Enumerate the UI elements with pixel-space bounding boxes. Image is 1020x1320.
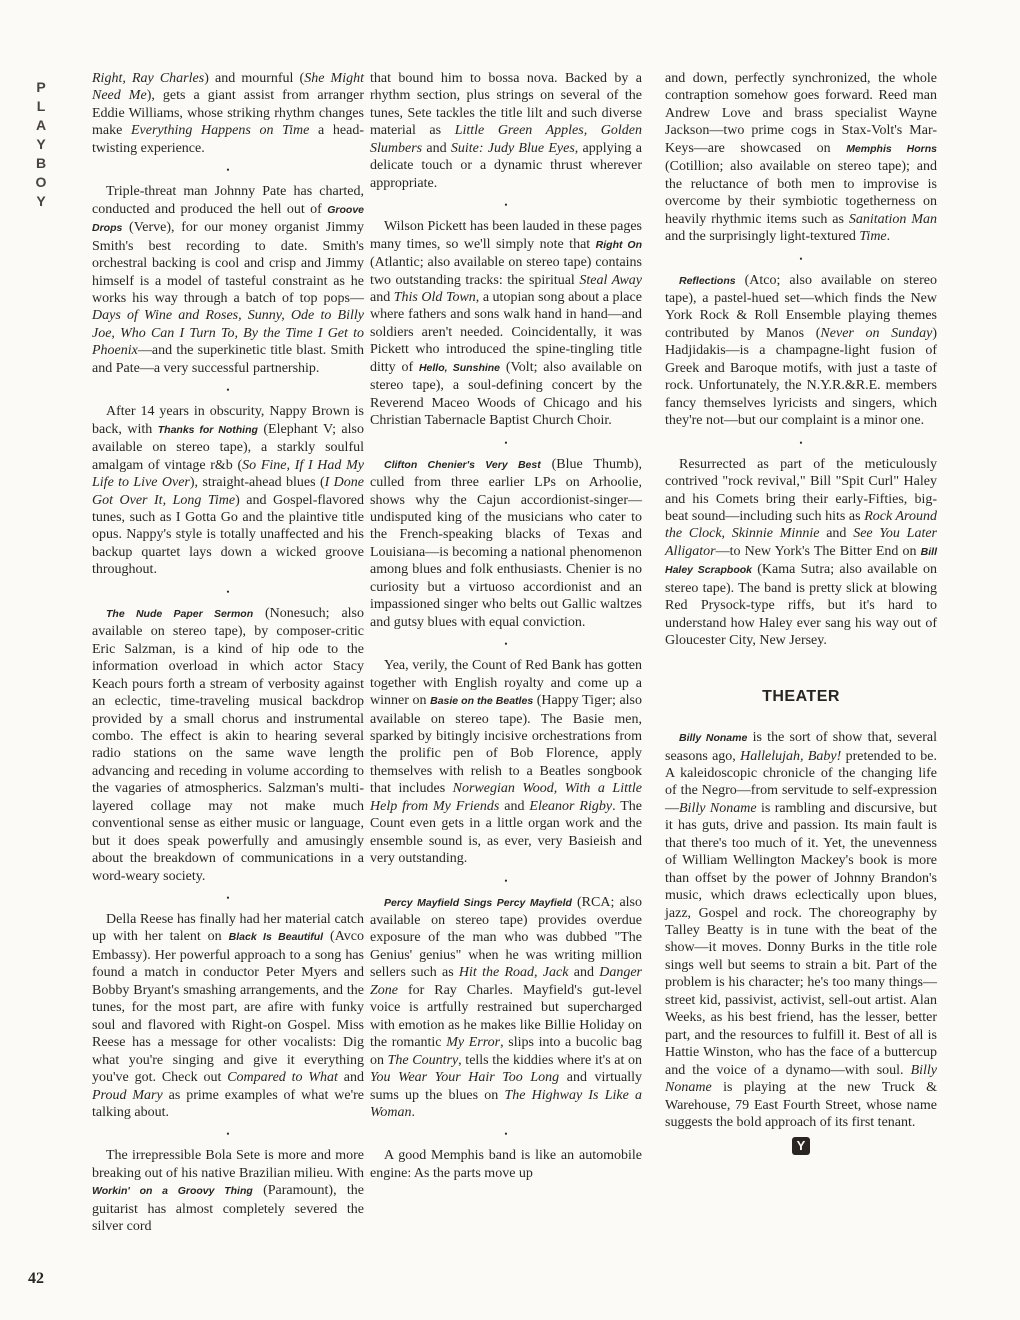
title-italic: Hit the Road, Jack bbox=[458, 965, 569, 981]
title-italic: Right, Ray Charles bbox=[92, 71, 205, 86]
album-title: Basie on the Beatles bbox=[430, 695, 534, 708]
paragraph bbox=[370, 218, 642, 429]
title-italic: Never on Sunday bbox=[820, 325, 933, 341]
body-text: (RCA; also available on stereo tape) provides overdue exposure of the man who was dubbed "The Genius' genius" when he was writing million sellers such as bbox=[370, 894, 642, 981]
body-text: , tells the kiddies where it's at on bbox=[458, 1052, 643, 1068]
paragraph bbox=[92, 183, 364, 377]
separator-bullet: • bbox=[799, 437, 803, 448]
body-text: ), gets a giant assist from arranger Eddie Williams, whose striking rhythm changes make bbox=[92, 88, 364, 139]
paragraph bbox=[370, 894, 642, 1122]
title-italic: Rock Around the Clock, Skinnie Minnie bbox=[665, 508, 937, 542]
body-text: and the surprisingly light-textured bbox=[665, 229, 860, 245]
body-text: (Atlantic; also available on stereo tape) contains two outstanding tracks: the spiritual bbox=[370, 255, 642, 288]
paragraph bbox=[665, 272, 937, 430]
body-text: The irrepressible Bola Sete is more and more breaking out of his native Brazilian milieu. With bbox=[92, 1148, 364, 1181]
title-italic: Billy Noname bbox=[679, 800, 757, 816]
album-title: Black Is Beautiful bbox=[228, 931, 324, 944]
body-text: (Kama Sutra; also available on stereo tape). The band is pretty slick at blowing Red Prysock-type riffs, but it's hard to understand how Haley ever sang his way out of Gloucester City, New Jersey. bbox=[665, 562, 937, 649]
body-text: (Verve), for our money organist Jimmy Smith's best recording to date. Smith's orchestral backing is cool and crisp and Jimmy himself is a model of tasteful constraint as he works his way through a batch of top pops— bbox=[92, 220, 364, 306]
title-italic: This Old Town bbox=[393, 289, 476, 305]
theater-heading: THEATER bbox=[762, 687, 840, 705]
separator-bullet: • bbox=[226, 586, 230, 597]
separator-bullet: • bbox=[504, 875, 508, 886]
body-text: and bbox=[819, 526, 854, 542]
album-title: Thanks for Nothing bbox=[157, 423, 258, 436]
body-text: ) Hadjidakis—is a champagne-light fusion of Greek and Baroque motifs, with just a taste of rock. Unfortunately, the N.Y.R.&R.E. members fancy themselves lyricists and singers, which they're not—but our complaint is a minor one. bbox=[665, 325, 937, 429]
column-3 bbox=[665, 70, 937, 1155]
masthead-letter: Y bbox=[36, 193, 46, 209]
body-text: Wilson Pickett has been lauded in these pages many times, so we'll simply note that bbox=[370, 219, 642, 252]
body-text: (Nonesuch; also available on stereo tape), by composer-critic Eric Salzman, is a kind of hip ode to the information overload in which actor Stacy Keach pours forth a stream of verbosity against an eclectic, time-traveling musical backdrop provided by a small chorus and instrumental combo. The effect is akin to hearing several radio stations on the same wave length advancing and receding in volume according to the vagaries of atmospherics. Salzman's multi-layered collage may not make much conventional sense as either music or language, but it does speak powerfully and amusingly about the breakdown of communications in a word-weary society. bbox=[92, 605, 364, 884]
body-text: and bbox=[370, 289, 394, 305]
paragraph bbox=[665, 456, 937, 650]
album-title: Groove Drops bbox=[92, 203, 364, 235]
title-italic: My Error bbox=[446, 1035, 501, 1051]
paragraph bbox=[92, 1147, 364, 1235]
body-text: ), straight-ahead blues ( bbox=[189, 475, 325, 491]
title-italic: Danger Zone bbox=[370, 965, 643, 998]
body-text: (Volt; also available on stereo tape), a soul-defining concert by the Reverend Maceo Woods of Chicago and his Christian Tabernacle Baptist Church Choir. bbox=[370, 359, 642, 429]
paragraph bbox=[370, 70, 642, 192]
paragraph bbox=[665, 70, 937, 246]
body-text: A good Memphis band is like an automobile engine: As the parts move up bbox=[370, 1148, 642, 1181]
title-italic: The Country bbox=[387, 1052, 459, 1068]
body-text: (Cotillion; also available on stereo tape); and the reluctance of both men to improvise is overcome by their symbiotic togetherness on heavily rhythmic items such as bbox=[665, 159, 937, 227]
body-text: is the sort of show that, several seasons ago, bbox=[665, 730, 937, 764]
body-text: After 14 years in obscurity, Nappy Brown is back, with bbox=[92, 404, 364, 437]
title-italic: Time bbox=[859, 229, 887, 245]
body-text: (Paramount), the guitarist has almost completely severed the silver cord bbox=[92, 1183, 364, 1235]
body-text: that bound him to bossa nova. Backed by a rhythm section, plus strings on several of the tunes, Sete tackles the title lilt and such diverse material as bbox=[370, 71, 642, 139]
title-italic: Eleanor Rigby bbox=[529, 798, 613, 814]
body-text: as prime examples of what we're talking about. bbox=[92, 1087, 364, 1121]
body-text: . bbox=[411, 1105, 415, 1121]
title-italic: Norwegian Wood, With a Little Help from My Friends bbox=[370, 781, 642, 814]
title-italic: Billy Noname bbox=[665, 1062, 937, 1096]
title-italic: Little Green Apples, Golden Slumbers bbox=[370, 123, 643, 156]
playboy-masthead bbox=[30, 78, 52, 211]
body-text: , applying a delicate touch or a dynamic thrust wherever appropriate. bbox=[370, 140, 642, 191]
paragraph bbox=[92, 911, 364, 1121]
album-title: Percy Mayfield Sings Percy Mayfield bbox=[384, 896, 572, 909]
album-title: Memphis Horns bbox=[846, 142, 938, 155]
masthead-letter: P bbox=[36, 79, 46, 95]
end-mark-icon: Y bbox=[792, 1137, 810, 1155]
body-text: , a utopian song about a place where fathers and sons walk hand in hand—and soldiers aren't needed. Coincidentally, it was Pickett who introduced the spine-tingling title ditty of bbox=[370, 289, 642, 375]
paragraph bbox=[92, 70, 364, 157]
body-text: and bbox=[337, 1070, 364, 1086]
album-title: Hello, Sunshine bbox=[418, 361, 501, 374]
paragraph bbox=[92, 403, 364, 579]
body-text: pretended to be. A kaleidoscopic chronicle of the changing life of the Negro—from servitude to self-expression— bbox=[665, 748, 938, 816]
body-text: —and the superkinetic title blast. Smith and Pate—a very successful partnership. bbox=[92, 343, 364, 376]
separator-bullet: • bbox=[226, 1129, 230, 1140]
masthead-letter: O bbox=[35, 174, 47, 190]
paragraph bbox=[370, 456, 642, 632]
album-title: The Nude Paper Sermon bbox=[106, 607, 254, 620]
body-text: Resurrected as part of the meticulously contrived "rock revival," Bill "Spit Curl" Haley and his Comets bring their early-Fifties, big-beat sound—including such hits as bbox=[665, 456, 937, 524]
body-text: (Blue Thumb), culled from three earlier LPs on Arhoolie, shows why the Cajun accordionist-singer—undisputed king of the musicians who cater to the French-speaking blacks of Texas and Louisiana—is becoming a national phenomenon among blues and folk enthusiasts. Chenier is no curiosity but a virtuoso accordionist and an impassioned singer who belts out Gallic waltzes and gutsy blues with equal conviction. bbox=[370, 456, 642, 630]
title-italic: See You Later Alligator bbox=[665, 526, 937, 559]
title-italic: Steal Away bbox=[579, 272, 642, 288]
body-text: ) and mournful ( bbox=[204, 71, 305, 86]
title-italic: Sanitation Man bbox=[848, 211, 937, 227]
separator-bullet: • bbox=[226, 385, 230, 396]
body-text: is playing at the new Truck & Warehouse, 79 East Fourth Street, whose name suggests the bold approach of its first tenant. bbox=[665, 1080, 937, 1131]
title-italic: Hallelujah, Baby! bbox=[740, 748, 842, 764]
separator-bullet: • bbox=[226, 893, 230, 904]
separator-bullet: • bbox=[504, 200, 508, 211]
title-italic: So Fine, If I Had My Life to Live Over bbox=[92, 457, 364, 491]
masthead-letter: A bbox=[35, 117, 47, 133]
column-2 bbox=[370, 70, 642, 1182]
body-text: a head-twisting experience. bbox=[92, 123, 364, 156]
title-italic: The Highway Is Like a Woman bbox=[370, 1087, 642, 1121]
page-number: 42 bbox=[28, 1270, 44, 1287]
body-text: and bbox=[499, 798, 530, 814]
paragraph bbox=[92, 605, 364, 885]
body-text: (Elephant V; also available on stereo tape), a starkly soulful amalgam of vintage r&b ( bbox=[92, 421, 364, 473]
body-text: . The Count even gets in a little organ work and the ensemble sound is, as ever, very Basieish and very outstanding. bbox=[370, 798, 643, 867]
body-text: for Ray Charles. Mayfield's gut-level voice is artfully restrained but supercharged with emotion as he makes like Billie Holiday on the romantic bbox=[370, 982, 642, 1051]
body-text: (Atco; also available on stereo tape), a pastel-hued set—which finds the New York Rock & Roll Ensemble playing themes contributed by Manos ( bbox=[665, 272, 937, 341]
body-text: is rambling and discursive, but it has guts, drive and passion. Its main fault is that there's too much of it. Yet, the unevenness of William Wellington Mackey's book is more than offset by the power of Johnny Brandon's music, which draws eclectically upon blues, jazz, Gospel and rock. The choreography by Talley Beatty is in tune with the beat of the show—it moves. Donny Burks in the title role sings well but seems to strain a bit. Part of the problem is his character; he's too many things—street kid, passivist, activist, sell-out artist. Alan Weeks, as his best friend, has the lesser, better part, and the resources to fulfill it. Best of all is Hattie Winston, who has the face of a buttercup and the voice of a dynamo—with soul. bbox=[665, 800, 937, 1078]
masthead-letter: L bbox=[36, 98, 46, 114]
masthead-letter: B bbox=[35, 155, 47, 171]
separator-bullet: • bbox=[504, 639, 508, 650]
paragraph bbox=[370, 1147, 642, 1182]
body-text: , slips into a bucolic bag on bbox=[370, 1035, 642, 1068]
body-text: ) and Gospel-flavored tunes, such as I Gotta Go and the plaintive title opus. Nappy's style is totally unaffected and his backup quartet lays down a wicked groove throughout. bbox=[92, 492, 364, 578]
album-title: Right On bbox=[595, 238, 642, 251]
body-text: and virtually sums up the blues on bbox=[370, 1070, 642, 1103]
body-text: (Happy Tiger; also available on stereo tape). The Basie men, sparked by bitingly incisive orchestrations from the prolific pen of Bob Florence, apply themselves with relish to a Beatles songbook that includes bbox=[370, 693, 642, 797]
title-italic: She Might Need Me bbox=[92, 71, 364, 104]
body-text: Yea, verily, the Count of Red Bank has gotten together with English royalty and come up a winner on bbox=[370, 658, 642, 709]
album-title: Bill Haley Scrapbook bbox=[665, 545, 937, 577]
title-italic: You Wear Your Hair Too Long bbox=[370, 1070, 560, 1086]
title-italic: Compared to What bbox=[227, 1070, 338, 1086]
paragraph bbox=[665, 729, 937, 1131]
title-italic: Suite: Judy Blue Eyes bbox=[450, 140, 575, 156]
body-text: . bbox=[886, 229, 891, 245]
body-text: and down, perfectly synchronized, the whole contraption somehow goes forward. Reed man Andrew Love and brass specialist Wayne Jackson—two prime cogs in Stax-Volt's Mar-Keys—are showcased on bbox=[665, 71, 937, 156]
album-title: Reflections bbox=[679, 274, 736, 287]
column-1 bbox=[92, 70, 364, 1236]
body-text: Triple-threat man Johnny Pate has charted, conducted and produced the hell out of bbox=[92, 184, 364, 217]
separator-bullet: • bbox=[226, 165, 230, 176]
title-italic: Days of Wine and Roses, Sunny, Ode to Billy Joe, Who Can I Turn To, By the Time I Get to Phoenix bbox=[92, 308, 364, 359]
separator-bullet: • bbox=[504, 1129, 508, 1140]
body-text: —to New York's The Bitter End on bbox=[715, 543, 921, 559]
body-text: and bbox=[568, 965, 600, 981]
title-italic: I Done Got Over It, Long Time bbox=[92, 475, 364, 508]
album-title: Clifton Chenier's Very Best bbox=[384, 458, 541, 471]
body-text: Della Reese has finally had her material catch up with her talent on bbox=[92, 912, 364, 945]
album-title: Workin' on a Groovy Thing bbox=[92, 1185, 253, 1198]
body-text: and bbox=[422, 140, 451, 156]
album-title: Billy Noname bbox=[679, 732, 748, 745]
separator-bullet: • bbox=[799, 253, 803, 264]
paragraph bbox=[370, 657, 642, 867]
separator-bullet: • bbox=[504, 437, 508, 448]
title-italic: Proud Mary bbox=[92, 1087, 163, 1103]
title-italic: Everything Happens on Time bbox=[130, 123, 310, 139]
body-text: (Avco Embassy). Her powerful approach to a song has found a match in conductor Peter Myers and Bobby Bryant's smashing arrangements, and the tunes, for the most part, are afire with funky soul and flavored with Right-on Gospel. Miss Reese has a message for other vocalists: Dig what you're singing and give it everything you've got. Check out bbox=[92, 929, 364, 1086]
masthead-letter: Y bbox=[36, 136, 46, 152]
